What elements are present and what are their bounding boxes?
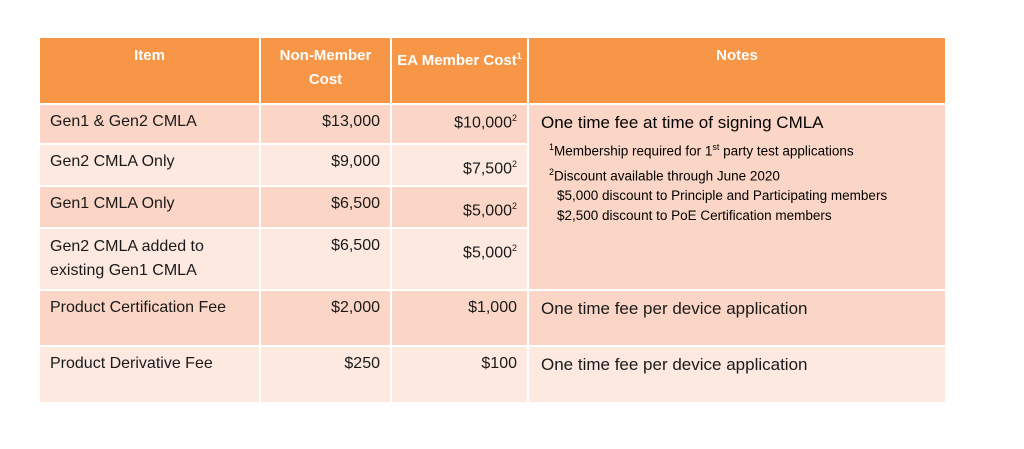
cell-item: Gen2 CMLA Only xyxy=(40,145,259,185)
cell-item: Product Certification Fee xyxy=(40,291,259,345)
footnote-1: $^1$Membership required for 1st party test applications xyxy=(549,142,854,159)
cell-item: Product Derivative Fee xyxy=(40,347,259,402)
cell-ea: $1,000 xyxy=(392,291,527,345)
fee-table xyxy=(40,38,945,402)
note-main: One time fee at time of signing CMLA xyxy=(541,113,824,132)
cell-ea: $10,000$^2$ xyxy=(392,105,527,143)
cell-item: Gen1 & Gen2 CMLA xyxy=(40,105,259,143)
cell-note: One time fee per device application xyxy=(529,291,945,345)
cell-item: Gen1 CMLA Only xyxy=(40,187,259,227)
footnote-2: $^2$Discount available through June 2020 xyxy=(549,166,780,183)
cell-non-member: $6,500 xyxy=(261,229,390,289)
cell-non-member: $13,000 xyxy=(261,105,390,143)
header-non-member: Non-Member Cost xyxy=(261,38,390,103)
header-item: Item xyxy=(40,38,259,103)
cell-note: One time fee per device application xyxy=(529,347,945,402)
footnote-2-line-1: $5,000 discount to Principle and Participating members xyxy=(557,188,888,203)
notes-cell xyxy=(529,105,945,289)
cell-item: Gen2 CMLA added to existing Gen1 CMLA xyxy=(40,229,259,289)
cell-non-member: $2,000 xyxy=(261,291,390,345)
cell-ea: $5,000$^2$ xyxy=(392,229,527,289)
cell-non-member: $9,000 xyxy=(261,145,390,185)
header-notes: Notes xyxy=(529,38,945,103)
cell-ea: $100 xyxy=(392,347,527,402)
cell-ea: $7,500$^2$ xyxy=(392,145,527,185)
cell-non-member: $250 xyxy=(261,347,390,402)
footnote-2-line-2: $2,500 discount to PoE Certification members xyxy=(557,208,832,223)
header-ea-member: EA Member Cost$^1$ xyxy=(392,38,527,103)
cell-non-member: $6,500 xyxy=(261,187,390,227)
cell-ea: $5,000$^2$ xyxy=(392,187,527,227)
